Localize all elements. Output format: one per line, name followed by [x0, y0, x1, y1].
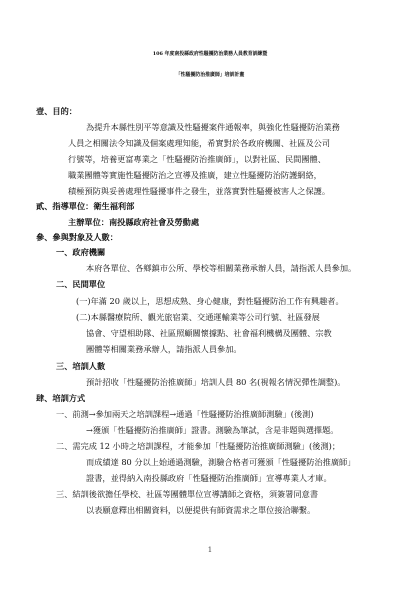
method-line: 一、前測→參加兩天之培訓課程→通過「性騷擾防治推廣師測驗」(後測) [56, 409, 314, 419]
purpose-line: 積極預防與妥善處理性騷擾事件之發生，並落實對性騷擾被害人之保護。 [68, 186, 331, 196]
section-purpose-heading: 壹、目的： [36, 106, 77, 116]
method-line: 證書，並得納入南投縣政府「性騷擾防治推廣師」宣導專業人才庫。 [86, 473, 332, 483]
private-line: 協會、守望相助隊、社區照顧關懷據點、社會福利機構及團體、宗教 [86, 328, 332, 338]
government-line: 本府各單位、各鄉鎮市公所、學校等相關業務承辦人員，請指派人員參加。 [86, 263, 357, 273]
method-line: 以表願意釋出相關資料，以便提供有師資需求之單位接洽聯繫。 [86, 505, 316, 515]
purpose-line: 人員之相關法令知識及個案處理知能，希實對於各政府機關、社區及公司 [68, 138, 331, 148]
sub-heading-quota: 三、培訓人數 [56, 361, 106, 371]
purpose-line: 職業團體等實施性騷擾防治之宣導及推廣，建立性騷擾防治防護網絡， [68, 170, 322, 180]
host-unit: 主辦單位：南投縣政府社會及勞動處 [68, 217, 200, 227]
document-title-line-1: 106 年度南投縣政府性騷擾防治業務人員教育訓練暨 [152, 51, 268, 57]
quota-line: 預計招收「性騷擾防治推廣師」培訓人員 80 名(視報名情況彈性調整)。 [86, 377, 346, 387]
method-line: 三、結訓後欲擔任學校、社區等團體單位宣導講師之資格，須簽署同意書 [56, 489, 319, 499]
method-line: →獲頒「性騷擾防治推廣師」證書。測驗為筆試，含是非題與選擇題。 [86, 425, 339, 435]
sub-heading-government: 一、政府機關 [56, 247, 106, 257]
page-number: 1 [207, 546, 213, 554]
section-organizer-heading: 貳、指導單位：衛生福利部 [36, 201, 135, 211]
private-line: (二)本縣醫療院所、觀光旅宿業、交通運輸業等公司行號、社區發展 [76, 312, 320, 322]
document-title-line-2: 「性騷擾防治推廣師」培訓計畫 [175, 72, 245, 78]
sub-heading-private: 二、民間單位 [56, 279, 106, 289]
purpose-line: 為提升本縣性別平等意識及性騷擾案件通報率，與強化性騷擾防治業務 [86, 122, 340, 132]
section-participants-heading: 參、參與對象及人數： [36, 232, 118, 242]
section-method-heading: 肆、培訓方式 [36, 393, 86, 403]
private-line: 團體等相關業務承辦人，請指派人員參加。 [86, 344, 242, 354]
method-line: 二、需完成 12 小時之培訓課程，才能參加「性騷擾防治推廣師測驗」(後測)； [56, 441, 341, 451]
method-line: 而成績達 80 分以上始通過測驗，測驗合格者可獲頒「性騷擾防治推廣師」 [86, 457, 356, 467]
private-line: (一)年滿 20 歲以上，思想成熟、身心健康，對性騷擾防治工作有興趣者。 [76, 296, 344, 306]
purpose-line: 行號等，培養更富專業之「性騷擾防治推廣師」，以對社區、民間團體、 [68, 154, 326, 164]
